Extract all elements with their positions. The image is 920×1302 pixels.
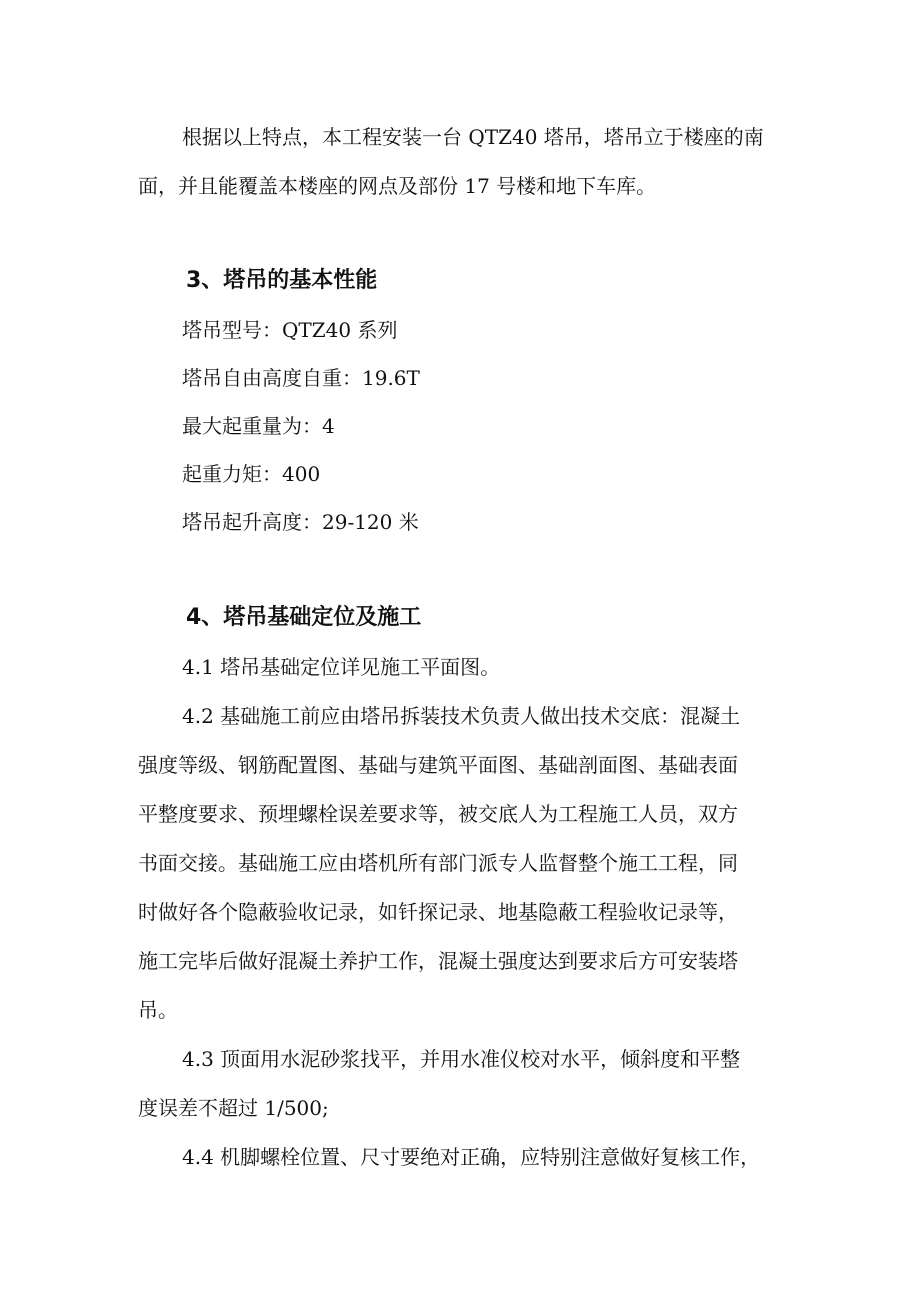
para-4-3-line-2: 度误差不超过 1/500; xyxy=(138,1096,329,1120)
para-4-3-line-1: 4.3 顶面用水泥砂浆找平，并用水准仪校对水平，倾斜度和平整 xyxy=(182,1047,741,1071)
para-4-2-line-1: 4.2 基础施工前应由塔吊拆装技术负责人做出技术交底：混凝土 xyxy=(182,704,741,728)
para-4-2-line-7: 吊。 xyxy=(138,998,178,1022)
para-4-2-line-2: 强度等级、钢筋配置图、基础与建筑平面图、基础剖面图、基础表面 xyxy=(138,753,738,777)
para-4-4-line-1: 4.4 机脚螺栓位置、尺寸要绝对正确，应特别注意做好复核工作， xyxy=(182,1145,761,1169)
para-4-2-line-5: 时做好各个隐蔽验收记录，如钎探记录、地基隐蔽工程验收记录等， xyxy=(138,900,738,924)
spec-model: 塔吊型号：QTZ40 系列 xyxy=(182,318,398,342)
section-4-heading: 4、塔吊基础定位及施工 xyxy=(186,605,422,630)
para-4-1: 4.1 塔吊基础定位详见施工平面图。 xyxy=(182,655,501,679)
para-4-2-line-6: 施工完毕后做好混凝土养护工作，混凝土强度达到要求后方可安装塔 xyxy=(138,949,738,973)
intro-line-2: 面，并且能覆盖本楼座的网点及部份 17 号楼和地下车库。 xyxy=(138,174,657,198)
para-4-2-line-4: 书面交接。基础施工应由塔机所有部门派专人监督整个施工工程，同 xyxy=(138,851,738,875)
section-3-heading: 3、塔吊的基本性能 xyxy=(186,268,378,293)
spec-self-weight: 塔吊自由高度自重：19.6T xyxy=(182,366,420,390)
spec-lift-height: 塔吊起升高度：29-120 米 xyxy=(182,510,419,534)
spec-max-load: 最大起重量为：4 xyxy=(182,414,335,438)
para-4-2-line-3: 平整度要求、预埋螺栓误差要求等，被交底人为工程施工人员，双方 xyxy=(138,802,738,826)
intro-line-1: 根据以上特点，本工程安装一台 QTZ40 塔吊，塔吊立于楼座的南 xyxy=(182,125,764,149)
spec-torque: 起重力矩：400 xyxy=(182,462,321,486)
